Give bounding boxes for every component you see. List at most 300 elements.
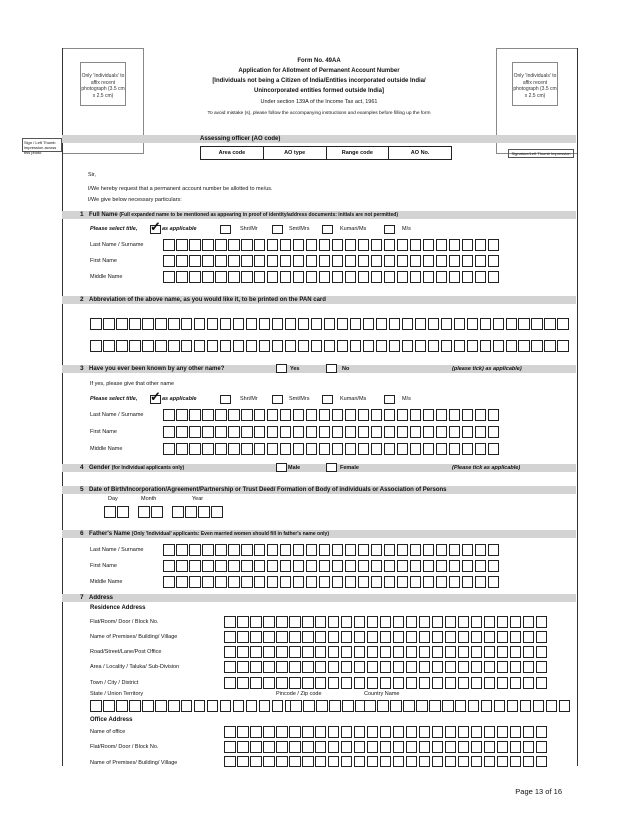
- char-box[interactable]: [306, 443, 318, 455]
- char-box[interactable]: [129, 318, 141, 330]
- char-box[interactable]: [449, 443, 461, 455]
- char-box[interactable]: [531, 318, 543, 330]
- char-box[interactable]: [289, 631, 301, 643]
- char-box[interactable]: [354, 677, 366, 689]
- char-box[interactable]: [233, 340, 245, 352]
- char-box[interactable]: [341, 631, 353, 643]
- char-box[interactable]: [319, 560, 331, 572]
- char-box[interactable]: [328, 741, 340, 753]
- char-box[interactable]: [289, 756, 301, 767]
- char-box[interactable]: [458, 631, 470, 643]
- char-box[interactable]: [475, 426, 487, 438]
- char-box[interactable]: [280, 560, 292, 572]
- char-box[interactable]: [397, 239, 409, 251]
- char-box[interactable]: [220, 340, 232, 352]
- char-box[interactable]: [436, 255, 448, 267]
- char-box[interactable]: [215, 409, 227, 421]
- char-box[interactable]: [432, 616, 444, 628]
- char-box[interactable]: [202, 271, 214, 283]
- char-box[interactable]: [367, 726, 379, 738]
- char-box[interactable]: [215, 560, 227, 572]
- char-box[interactable]: [390, 700, 402, 712]
- char-box[interactable]: [142, 340, 154, 352]
- char-box[interactable]: [237, 756, 249, 767]
- char-box[interactable]: [341, 646, 353, 658]
- char-box[interactable]: [319, 443, 331, 455]
- char-box[interactable]: [263, 616, 275, 628]
- char-box[interactable]: [445, 616, 457, 628]
- char-box[interactable]: [345, 271, 357, 283]
- char-box[interactable]: [319, 426, 331, 438]
- char-box[interactable]: [176, 239, 188, 251]
- char-box[interactable]: [480, 318, 492, 330]
- char-box[interactable]: [267, 239, 279, 251]
- char-box[interactable]: [202, 544, 214, 556]
- char-box[interactable]: [358, 409, 370, 421]
- char-box[interactable]: [350, 318, 362, 330]
- char-box[interactable]: [303, 700, 315, 712]
- abbrev-grid-2[interactable]: [90, 340, 570, 352]
- char-box[interactable]: [237, 646, 249, 658]
- char-box[interactable]: [189, 271, 201, 283]
- char-box[interactable]: [406, 726, 418, 738]
- char-box[interactable]: [475, 239, 487, 251]
- char-box[interactable]: [445, 677, 457, 689]
- char-box[interactable]: [449, 576, 461, 588]
- char-box[interactable]: [290, 700, 302, 712]
- char-box[interactable]: [510, 661, 522, 673]
- char-box[interactable]: [436, 239, 448, 251]
- char-box[interactable]: [276, 616, 288, 628]
- char-box[interactable]: [384, 560, 396, 572]
- char-box[interactable]: [202, 576, 214, 588]
- char-box[interactable]: [316, 700, 328, 712]
- char-box[interactable]: [377, 700, 389, 712]
- char-box[interactable]: [254, 426, 266, 438]
- char-box[interactable]: [280, 443, 292, 455]
- char-box[interactable]: [441, 318, 453, 330]
- char-box[interactable]: [306, 271, 318, 283]
- char-box[interactable]: [510, 646, 522, 658]
- char-box[interactable]: [544, 318, 556, 330]
- char-box[interactable]: [311, 340, 323, 352]
- female-checkbox[interactable]: [326, 463, 337, 472]
- char-box[interactable]: [263, 646, 275, 658]
- other-last-name-grid[interactable]: [163, 409, 501, 421]
- char-box[interactable]: [510, 756, 522, 767]
- char-box[interactable]: [497, 741, 509, 753]
- char-box[interactable]: [172, 506, 184, 518]
- char-box[interactable]: [267, 255, 279, 267]
- char-box[interactable]: [429, 700, 441, 712]
- char-box[interactable]: [246, 700, 258, 712]
- office-name-grid[interactable]: [224, 726, 549, 738]
- char-box[interactable]: [332, 576, 344, 588]
- char-box[interactable]: [345, 239, 357, 251]
- char-box[interactable]: [384, 576, 396, 588]
- char-box[interactable]: [493, 318, 505, 330]
- char-box[interactable]: [341, 661, 353, 673]
- char-box[interactable]: [250, 646, 262, 658]
- char-box[interactable]: [306, 544, 318, 556]
- char-box[interactable]: [458, 756, 470, 767]
- char-box[interactable]: [228, 576, 240, 588]
- char-box[interactable]: [237, 726, 249, 738]
- char-box[interactable]: [354, 661, 366, 673]
- char-box[interactable]: [484, 677, 496, 689]
- char-box[interactable]: [518, 340, 530, 352]
- first-name-grid[interactable]: [163, 255, 501, 267]
- char-box[interactable]: [488, 576, 500, 588]
- char-box[interactable]: [462, 239, 474, 251]
- char-box[interactable]: [155, 318, 167, 330]
- dob-year-grid[interactable]: [172, 506, 224, 518]
- char-box[interactable]: [510, 726, 522, 738]
- char-box[interactable]: [272, 700, 284, 712]
- char-box[interactable]: [536, 756, 548, 767]
- char-box[interactable]: [228, 544, 240, 556]
- char-box[interactable]: [345, 544, 357, 556]
- char-box[interactable]: [397, 409, 409, 421]
- char-box[interactable]: [341, 741, 353, 753]
- char-box[interactable]: [441, 340, 453, 352]
- char-box[interactable]: [415, 340, 427, 352]
- char-box[interactable]: [254, 443, 266, 455]
- char-box[interactable]: [458, 616, 470, 628]
- char-box[interactable]: [267, 576, 279, 588]
- other-middle-name-grid[interactable]: [163, 443, 501, 455]
- char-box[interactable]: [306, 560, 318, 572]
- char-box[interactable]: [103, 318, 115, 330]
- other-name-no-checkbox[interactable]: [326, 364, 337, 373]
- char-box[interactable]: [471, 756, 483, 767]
- char-box[interactable]: [371, 560, 383, 572]
- ms-checkbox-2[interactable]: [384, 395, 395, 404]
- char-box[interactable]: [410, 576, 422, 588]
- char-box[interactable]: [328, 616, 340, 628]
- char-box[interactable]: [293, 443, 305, 455]
- char-box[interactable]: [410, 544, 422, 556]
- char-box[interactable]: [215, 544, 227, 556]
- char-box[interactable]: [371, 426, 383, 438]
- char-box[interactable]: [371, 409, 383, 421]
- char-box[interactable]: [254, 576, 266, 588]
- char-box[interactable]: [332, 443, 344, 455]
- char-box[interactable]: [332, 544, 344, 556]
- char-box[interactable]: [259, 318, 271, 330]
- char-box[interactable]: [224, 661, 236, 673]
- char-box[interactable]: [506, 340, 518, 352]
- char-box[interactable]: [289, 677, 301, 689]
- char-box[interactable]: [544, 340, 556, 352]
- char-box[interactable]: [442, 700, 454, 712]
- char-box[interactable]: [224, 756, 236, 767]
- char-box[interactable]: [393, 646, 405, 658]
- dob-month-grid[interactable]: [138, 506, 164, 518]
- char-box[interactable]: [324, 318, 336, 330]
- char-box[interactable]: [250, 677, 262, 689]
- char-box[interactable]: [302, 616, 314, 628]
- char-box[interactable]: [176, 443, 188, 455]
- char-box[interactable]: [116, 318, 128, 330]
- char-box[interactable]: [419, 726, 431, 738]
- char-box[interactable]: [202, 560, 214, 572]
- char-box[interactable]: [215, 426, 227, 438]
- char-box[interactable]: [263, 631, 275, 643]
- ms-checkbox[interactable]: [384, 225, 395, 234]
- char-box[interactable]: [163, 544, 175, 556]
- char-box[interactable]: [393, 616, 405, 628]
- char-box[interactable]: [557, 318, 569, 330]
- char-box[interactable]: [497, 726, 509, 738]
- char-box[interactable]: [436, 409, 448, 421]
- char-box[interactable]: [202, 426, 214, 438]
- char-box[interactable]: [116, 340, 128, 352]
- char-box[interactable]: [332, 271, 344, 283]
- char-box[interactable]: [168, 700, 180, 712]
- char-box[interactable]: [410, 560, 422, 572]
- char-box[interactable]: [384, 255, 396, 267]
- char-box[interactable]: [458, 741, 470, 753]
- office-premises-grid[interactable]: [224, 756, 549, 767]
- char-box[interactable]: [523, 646, 535, 658]
- char-box[interactable]: [263, 677, 275, 689]
- char-box[interactable]: [536, 646, 548, 658]
- char-box[interactable]: [215, 576, 227, 588]
- char-box[interactable]: [358, 426, 370, 438]
- char-box[interactable]: [436, 576, 448, 588]
- char-box[interactable]: [90, 318, 102, 330]
- char-box[interactable]: [233, 318, 245, 330]
- char-box[interactable]: [129, 700, 141, 712]
- char-box[interactable]: [280, 576, 292, 588]
- char-box[interactable]: [488, 426, 500, 438]
- char-box[interactable]: [536, 741, 548, 753]
- char-box[interactable]: [267, 443, 279, 455]
- char-box[interactable]: [250, 726, 262, 738]
- char-box[interactable]: [315, 726, 327, 738]
- char-box[interactable]: [163, 409, 175, 421]
- char-box[interactable]: [380, 726, 392, 738]
- char-box[interactable]: [436, 426, 448, 438]
- char-box[interactable]: [341, 756, 353, 767]
- char-box[interactable]: [419, 741, 431, 753]
- char-box[interactable]: [406, 661, 418, 673]
- char-box[interactable]: [254, 560, 266, 572]
- char-box[interactable]: [507, 700, 519, 712]
- char-box[interactable]: [419, 631, 431, 643]
- char-box[interactable]: [488, 560, 500, 572]
- char-box[interactable]: [185, 506, 197, 518]
- char-box[interactable]: [285, 318, 297, 330]
- char-box[interactable]: [423, 239, 435, 251]
- char-box[interactable]: [315, 631, 327, 643]
- char-box[interactable]: [358, 576, 370, 588]
- shri-checkbox-2[interactable]: [220, 395, 231, 404]
- char-box[interactable]: [380, 646, 392, 658]
- char-box[interactable]: [458, 646, 470, 658]
- char-box[interactable]: [254, 255, 266, 267]
- char-box[interactable]: [436, 544, 448, 556]
- char-box[interactable]: [263, 726, 275, 738]
- char-box[interactable]: [345, 576, 357, 588]
- char-box[interactable]: [523, 661, 535, 673]
- char-box[interactable]: [272, 340, 284, 352]
- pincode-grid[interactable]: [290, 700, 368, 712]
- char-box[interactable]: [155, 340, 167, 352]
- char-box[interactable]: [207, 700, 219, 712]
- char-box[interactable]: [415, 318, 427, 330]
- char-box[interactable]: [302, 677, 314, 689]
- char-box[interactable]: [198, 506, 210, 518]
- char-box[interactable]: [194, 318, 206, 330]
- char-box[interactable]: [90, 700, 102, 712]
- char-box[interactable]: [406, 677, 418, 689]
- char-box[interactable]: [254, 409, 266, 421]
- char-box[interactable]: [423, 271, 435, 283]
- char-box[interactable]: [393, 741, 405, 753]
- char-box[interactable]: [207, 318, 219, 330]
- char-box[interactable]: [364, 700, 376, 712]
- char-box[interactable]: [445, 631, 457, 643]
- char-box[interactable]: [423, 255, 435, 267]
- char-box[interactable]: [419, 756, 431, 767]
- char-box[interactable]: [462, 560, 474, 572]
- char-box[interactable]: [389, 340, 401, 352]
- char-box[interactable]: [228, 409, 240, 421]
- char-box[interactable]: [289, 726, 301, 738]
- char-box[interactable]: [215, 239, 227, 251]
- char-box[interactable]: [354, 646, 366, 658]
- char-box[interactable]: [471, 646, 483, 658]
- char-box[interactable]: [462, 409, 474, 421]
- char-box[interactable]: [410, 255, 422, 267]
- char-box[interactable]: [194, 700, 206, 712]
- char-box[interactable]: [215, 443, 227, 455]
- char-box[interactable]: [345, 426, 357, 438]
- char-box[interactable]: [267, 560, 279, 572]
- char-box[interactable]: [163, 271, 175, 283]
- char-box[interactable]: [358, 255, 370, 267]
- char-box[interactable]: [423, 426, 435, 438]
- char-box[interactable]: [280, 255, 292, 267]
- char-box[interactable]: [449, 255, 461, 267]
- char-box[interactable]: [458, 677, 470, 689]
- char-box[interactable]: [103, 340, 115, 352]
- char-box[interactable]: [168, 318, 180, 330]
- char-box[interactable]: [163, 576, 175, 588]
- state-grid[interactable]: [90, 700, 298, 712]
- char-box[interactable]: [488, 544, 500, 556]
- char-box[interactable]: [376, 340, 388, 352]
- char-box[interactable]: [194, 340, 206, 352]
- char-box[interactable]: [306, 239, 318, 251]
- char-box[interactable]: [403, 700, 415, 712]
- char-box[interactable]: [393, 661, 405, 673]
- char-box[interactable]: [488, 271, 500, 283]
- char-box[interactable]: [371, 239, 383, 251]
- char-box[interactable]: [454, 340, 466, 352]
- char-box[interactable]: [363, 340, 375, 352]
- char-box[interactable]: [462, 255, 474, 267]
- char-box[interactable]: [129, 340, 141, 352]
- char-box[interactable]: [302, 661, 314, 673]
- res-premises-grid[interactable]: [224, 631, 549, 643]
- char-box[interactable]: [328, 677, 340, 689]
- char-box[interactable]: [189, 560, 201, 572]
- char-box[interactable]: [263, 756, 275, 767]
- char-box[interactable]: [116, 700, 128, 712]
- char-box[interactable]: [233, 700, 245, 712]
- char-box[interactable]: [293, 255, 305, 267]
- char-box[interactable]: [449, 560, 461, 572]
- char-box[interactable]: [354, 741, 366, 753]
- char-box[interactable]: [176, 426, 188, 438]
- char-box[interactable]: [410, 426, 422, 438]
- char-box[interactable]: [280, 544, 292, 556]
- smt-checkbox-2[interactable]: [272, 395, 283, 404]
- char-box[interactable]: [445, 756, 457, 767]
- char-box[interactable]: [259, 700, 271, 712]
- char-box[interactable]: [393, 677, 405, 689]
- char-box[interactable]: [458, 726, 470, 738]
- char-box[interactable]: [332, 426, 344, 438]
- char-box[interactable]: [202, 239, 214, 251]
- char-box[interactable]: [319, 409, 331, 421]
- char-box[interactable]: [293, 239, 305, 251]
- char-box[interactable]: [354, 756, 366, 767]
- char-box[interactable]: [237, 616, 249, 628]
- smt-checkbox[interactable]: [272, 225, 283, 234]
- char-box[interactable]: [384, 271, 396, 283]
- char-box[interactable]: [267, 544, 279, 556]
- char-box[interactable]: [293, 271, 305, 283]
- char-box[interactable]: [397, 576, 409, 588]
- char-box[interactable]: [241, 443, 253, 455]
- char-box[interactable]: [384, 544, 396, 556]
- char-box[interactable]: [358, 544, 370, 556]
- char-box[interactable]: [510, 631, 522, 643]
- char-box[interactable]: [176, 560, 188, 572]
- char-box[interactable]: [475, 544, 487, 556]
- char-box[interactable]: [397, 271, 409, 283]
- shri-checkbox[interactable]: [220, 225, 231, 234]
- char-box[interactable]: [406, 741, 418, 753]
- char-box[interactable]: [358, 560, 370, 572]
- char-box[interactable]: [306, 409, 318, 421]
- char-box[interactable]: [371, 576, 383, 588]
- char-box[interactable]: [458, 661, 470, 673]
- char-box[interactable]: [176, 409, 188, 421]
- char-box[interactable]: [510, 677, 522, 689]
- char-box[interactable]: [518, 318, 530, 330]
- char-box[interactable]: [328, 756, 340, 767]
- char-box[interactable]: [462, 271, 474, 283]
- char-box[interactable]: [475, 576, 487, 588]
- char-box[interactable]: [341, 677, 353, 689]
- char-box[interactable]: [428, 318, 440, 330]
- char-box[interactable]: [493, 340, 505, 352]
- char-box[interactable]: [384, 409, 396, 421]
- father-last-name-grid[interactable]: [163, 544, 501, 556]
- char-box[interactable]: [228, 560, 240, 572]
- char-box[interactable]: [481, 700, 493, 712]
- char-box[interactable]: [475, 255, 487, 267]
- char-box[interactable]: [520, 700, 532, 712]
- char-box[interactable]: [416, 700, 428, 712]
- country-grid[interactable]: [364, 700, 572, 712]
- char-box[interactable]: [455, 700, 467, 712]
